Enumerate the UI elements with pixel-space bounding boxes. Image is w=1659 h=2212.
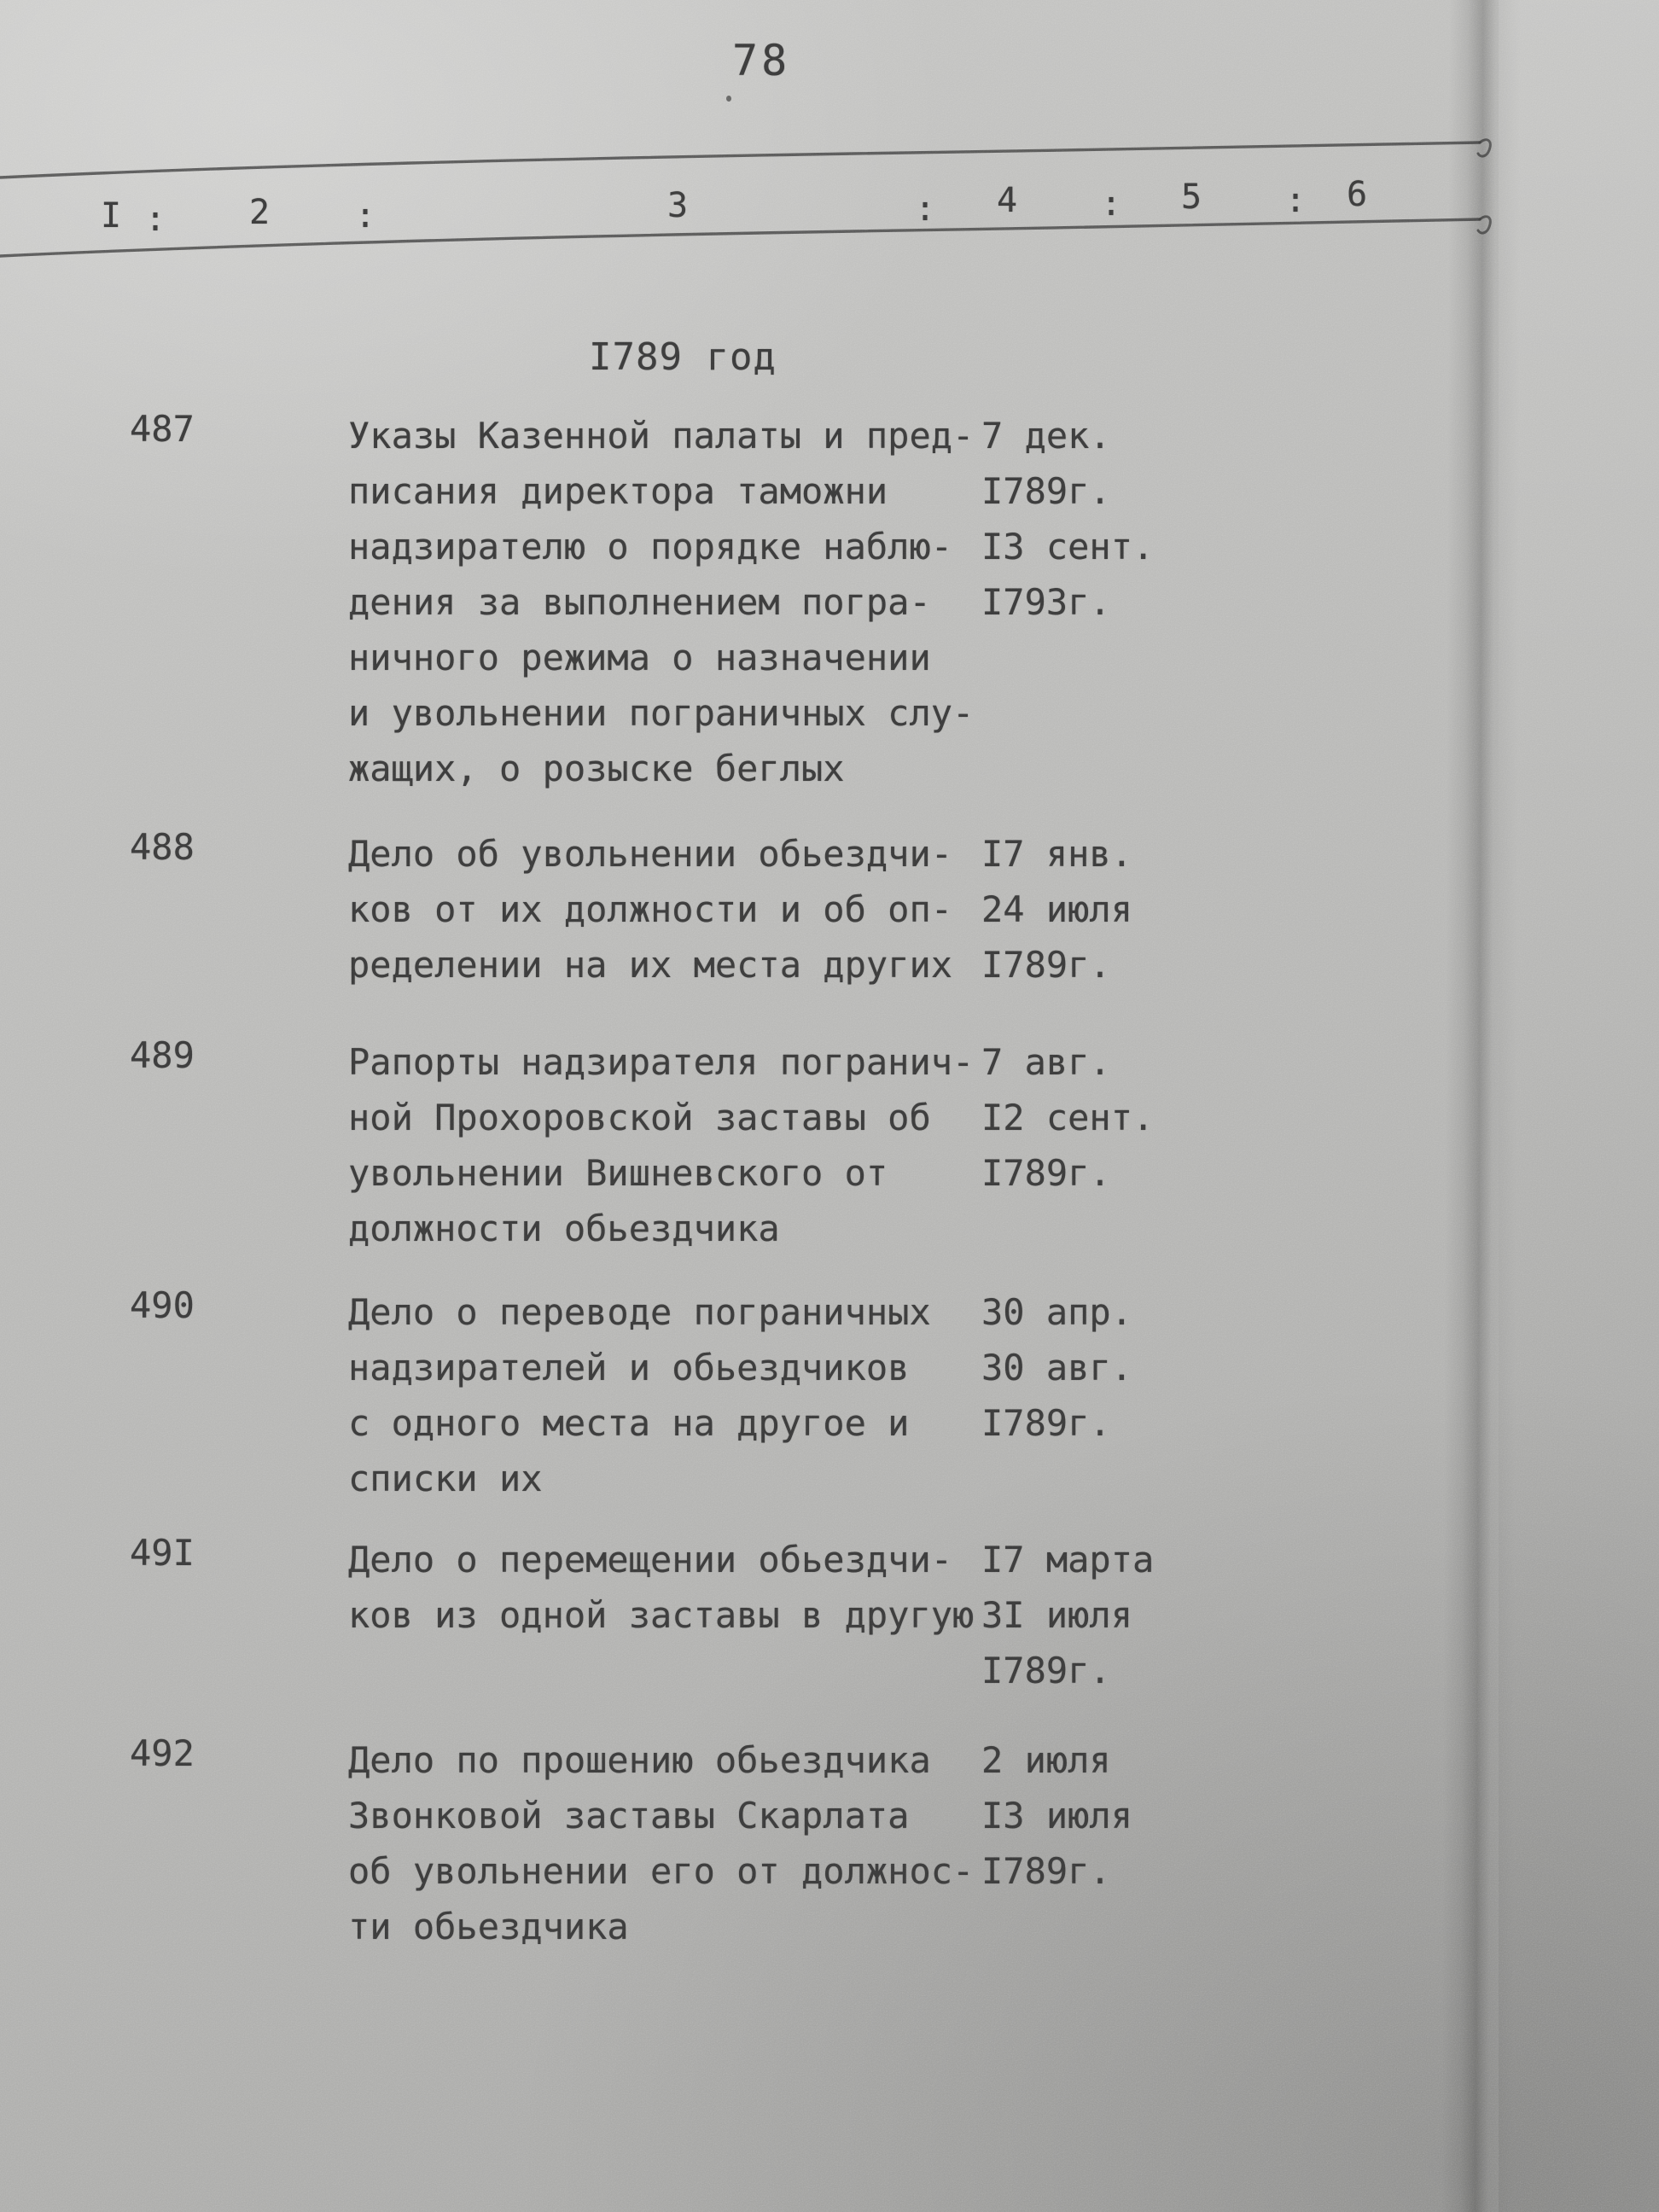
date-line: I7 янв. bbox=[981, 833, 1133, 875]
column-separator: : bbox=[1101, 184, 1122, 224]
date-line: 3I июля bbox=[981, 1594, 1133, 1636]
description-line: Звонковой заставы Скарлата bbox=[348, 1795, 910, 1837]
description-line: Рапорты надзирателя погранич- bbox=[348, 1041, 975, 1083]
entry-number: 487 bbox=[130, 408, 195, 450]
description-line: ной Прохоровской заставы об bbox=[348, 1097, 931, 1138]
date-line: 2 июля bbox=[981, 1739, 1111, 1781]
column-separator: : bbox=[1285, 181, 1307, 220]
description-line: списки их bbox=[348, 1458, 543, 1499]
description-line: Дело об увольнении обьездчи- bbox=[348, 833, 953, 875]
date-line: I3 июля bbox=[981, 1795, 1133, 1837]
column-header-3: 3 bbox=[667, 186, 689, 225]
description-line: дения за выполнением погра- bbox=[348, 581, 931, 623]
description-line: Дело по прошению обьездчика bbox=[348, 1739, 931, 1781]
date-line: I3 сент. bbox=[981, 526, 1155, 568]
description-line: и увольнении пограничных слу- bbox=[348, 692, 975, 734]
description-line: с одного места на другое и bbox=[348, 1402, 910, 1444]
date-line: I789г. bbox=[981, 944, 1111, 986]
column-header-6: 6 bbox=[1347, 175, 1368, 214]
column-separator: : bbox=[145, 200, 166, 239]
date-line: I789г. bbox=[981, 1650, 1111, 1691]
description-line: надзирателю о порядке наблю- bbox=[348, 526, 953, 568]
date-line: I789г. bbox=[981, 1152, 1111, 1194]
year-heading: I789 год bbox=[589, 335, 777, 379]
description-line: надзирателей и обьездчиков bbox=[348, 1347, 910, 1388]
rule-end-curl-bottom bbox=[1478, 217, 1490, 233]
description-line: Дело о перемещении обьездчи- bbox=[348, 1539, 953, 1580]
column-header-1: I bbox=[101, 196, 122, 236]
ink-dot bbox=[726, 96, 731, 102]
entry-number: 492 bbox=[130, 1732, 195, 1774]
column-header-5: 5 bbox=[1181, 178, 1202, 217]
description-line: об увольнении его от должнос- bbox=[348, 1850, 975, 1892]
rule-end-curl-top bbox=[1478, 140, 1490, 156]
description-line: должности обьездчика bbox=[348, 1208, 780, 1249]
page-number: 78 bbox=[732, 36, 791, 85]
date-line: I2 сент. bbox=[981, 1097, 1155, 1138]
date-line: I789г. bbox=[981, 470, 1111, 512]
description-line: Дело о переводе пограничных bbox=[348, 1291, 931, 1333]
date-line: I789г. bbox=[981, 1402, 1111, 1444]
entry-number: 49I bbox=[130, 1532, 195, 1574]
description-line: ничного режима о назначении bbox=[348, 637, 931, 678]
date-line: I793г. bbox=[981, 581, 1111, 623]
date-line: I789г. bbox=[981, 1850, 1111, 1892]
description-line: увольнении Вишневского от bbox=[348, 1152, 888, 1194]
description-line: жащих, о розыске беглых bbox=[348, 748, 845, 789]
column-header-4: 4 bbox=[997, 181, 1018, 220]
date-line: 30 авг. bbox=[981, 1347, 1133, 1388]
description-line: ков из одной заставы в другую bbox=[348, 1594, 975, 1636]
table-rule-top bbox=[0, 143, 1480, 178]
entry-number: 488 bbox=[130, 826, 195, 868]
date-line: 7 авг. bbox=[981, 1041, 1111, 1083]
description-line: ти обьездчика bbox=[348, 1906, 629, 1947]
column-separator: : bbox=[915, 189, 936, 229]
page-fold-shadow bbox=[1441, 0, 1521, 2212]
date-line: I7 марта bbox=[981, 1539, 1155, 1580]
entry-number: 490 bbox=[130, 1284, 195, 1326]
table-header-rules bbox=[0, 0, 1659, 290]
column-separator: : bbox=[355, 196, 376, 236]
date-line: 7 дек. bbox=[981, 415, 1111, 457]
table-rule-bottom bbox=[0, 219, 1480, 256]
description-line: ределении на их места других bbox=[348, 944, 953, 986]
description-line: Указы Казенной палаты и пред- bbox=[348, 415, 975, 457]
description-line: ков от их должности и об оп- bbox=[348, 888, 953, 930]
date-line: 30 апр. bbox=[981, 1291, 1133, 1333]
entry-number: 489 bbox=[130, 1034, 195, 1076]
adjacent-page-edge bbox=[1499, 0, 1659, 2212]
description-line: писания директора таможни bbox=[348, 470, 888, 512]
column-header-2: 2 bbox=[249, 193, 271, 232]
date-line: 24 июля bbox=[981, 888, 1133, 930]
